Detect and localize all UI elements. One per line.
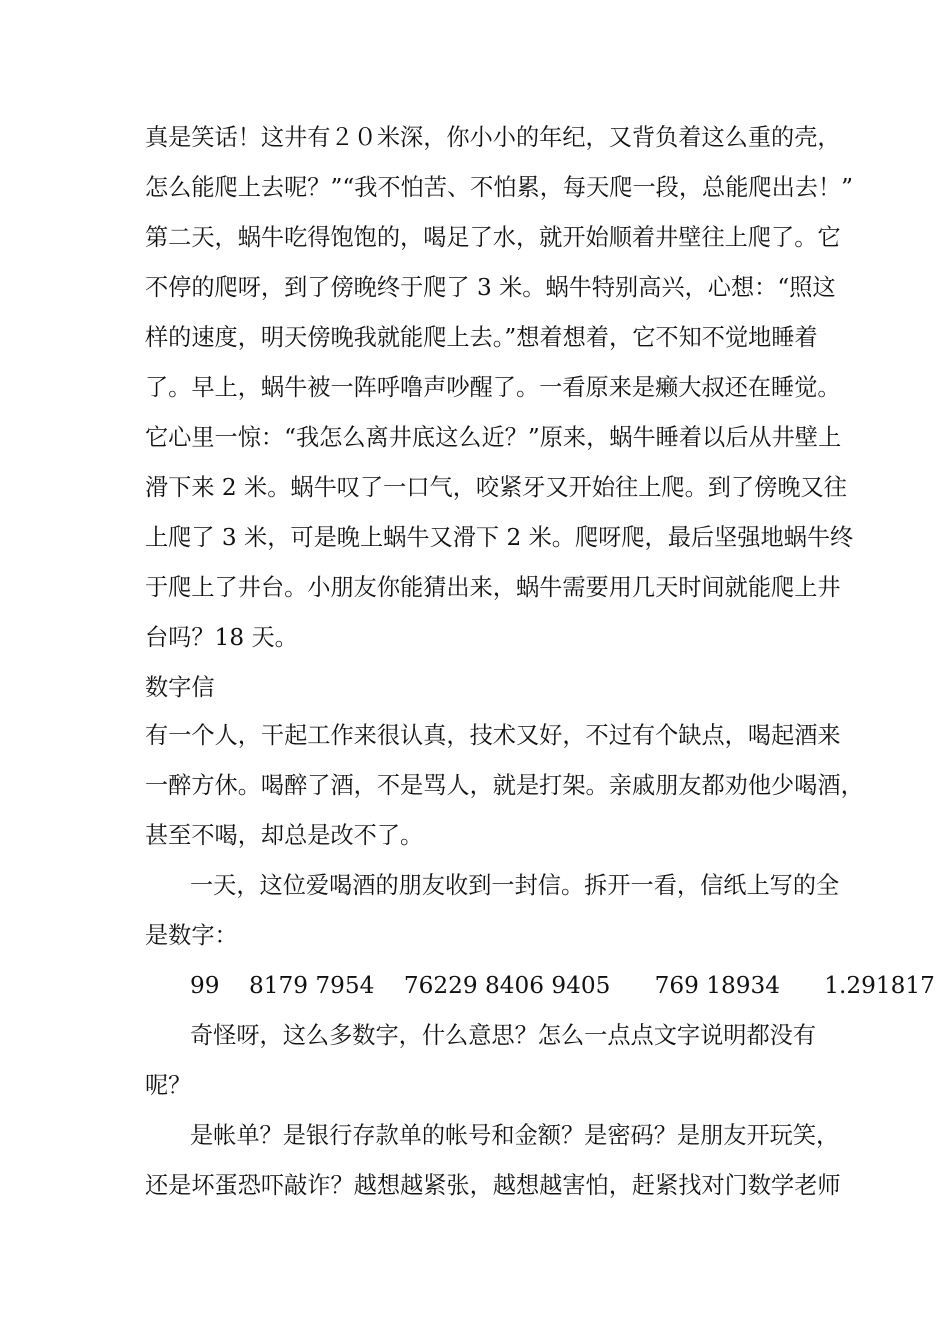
text-line: 有一个人，干起工作来很认真，技术又好，不过有个缺点，喝起酒来 [145,722,841,749]
text-line: 真是笑话！这井有２０米深，你小小的年纪，又背负着这么重的壳， [145,124,841,151]
text-line: 不停的爬呀，到了傍晚终于爬了 3 米。蜗牛特别高兴，心想：“照这 [145,274,836,301]
text-line: 还是坏蛋恐吓敲诈？越想越紧张，越想越害怕，赶紧找对门数学老师 [145,1172,841,1199]
text-line: 是帐单？是银行存款单的帐号和金额？是密码？是朋友开玩笑， [190,1122,840,1149]
text-line: 上爬了 3 米，可是晚上蜗牛又滑下 2 米。爬呀爬，最后坚强地蜗牛终 [145,524,854,551]
text-line: 甚至不喝，却总是改不了。 [145,822,424,849]
text-line: 了。早上，蜗牛被一阵呼噜声吵醒了。一看原来是癞大叔还在睡觉。 [145,374,841,401]
text-line: 样的速度，明天傍晚我就能爬上去。”想着想着，它不知不觉地睡着 [145,324,818,351]
text-line: 奇怪呀，这么多数字，什么意思？怎么一点点文字说明都没有 [190,1022,817,1049]
text-line: 于爬上了井台。小朋友你能猜出来，蜗牛需要用几天时间就能爬上井 [145,574,841,601]
text-line: 一天，这位爱喝酒的朋友收到一封信。拆开一看，信纸上写的全 [190,872,840,899]
text-line: 一醉方休。喝醉了酒，不是骂人，就是打架。亲戚朋友都劝他少喝酒， [145,772,864,799]
text-line: 滑下来 2 米。蜗牛叹了一口气，咬紧牙又开始往上爬。到了傍晚又往 [145,474,847,501]
text-line: 台吗？18 天。 [145,624,298,651]
text-line: 是数字： [145,922,238,949]
number-sequence: 99 8179 7954 76229 8406 9405 769 18934 1.291817 [190,972,935,999]
text-line: 呢？ [145,1072,192,1099]
text-line: 第二天，蜗牛吃得饱饱的，喝足了水，就开始顺着井壁往上爬了。它 [145,224,841,251]
section-heading: 数字信 [145,674,215,701]
text-line: 怎么能爬上去呢？”“我不怕苦、不怕累，每天爬一段，总能爬出去！” [145,174,853,201]
text-line: 它心里一惊：“我怎么离井底这么近？”原来，蜗牛睡着以后从井壁上 [145,424,842,451]
